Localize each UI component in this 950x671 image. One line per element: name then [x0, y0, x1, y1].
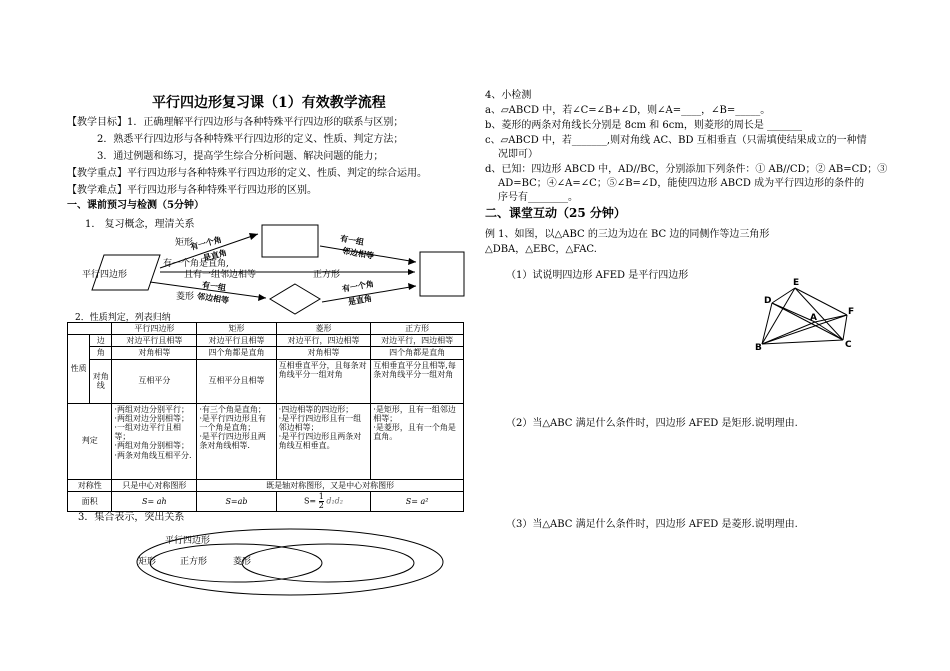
point-c-label: C — [845, 340, 852, 350]
label-is-right-b: 是直角 — [347, 292, 373, 308]
header-parallelogram: 平行四边形 — [112, 323, 197, 335]
label-square: 正方形 — [313, 270, 341, 280]
point-b-label: B — [755, 343, 762, 353]
teaching-focus: 【教学重点】平行四边形与各种特殊平行四边形的定义、性质、判定的综合运用。 — [67, 168, 427, 179]
table-cell: 互相平分且相等 — [197, 359, 276, 403]
judge-line: ·是平行四边形且有一个角是直角； — [199, 413, 266, 432]
label-parallelogram: 平行四边形 — [82, 270, 128, 280]
judge-line: ·是菱形，且有一个角是直角。 — [373, 422, 456, 442]
example-1-line1: 例 1、如图，以△ABC 的三边为边在 BC 边的同侧作等边三角形 — [485, 229, 770, 240]
label-adjacent-equal: 邻边相等 — [341, 245, 375, 261]
question-1: （1）试说明四边形 AFED 是平行四边形 — [506, 270, 689, 281]
area-label: 面积 — [68, 491, 112, 511]
fraction-numerator: 1 — [318, 491, 324, 501]
set-label-rhombus: 菱形 — [233, 557, 252, 567]
header-square: 正方形 — [371, 323, 464, 335]
teaching-goal-2: 2．熟悉平行四边形与各种特殊平行四边形的定义、性质、判定方法； — [97, 134, 404, 145]
subsection-3: 3．集合表示，突出关系 — [78, 512, 185, 523]
judge-line: ·是矩形，且有一组邻边相等； — [373, 404, 456, 423]
teaching-difficulty: 【教学难点】平行四边形与各种特殊平行四边形的区别。 — [67, 185, 317, 196]
question-d-line3: 序号有________。 — [498, 192, 578, 203]
judge-line: ·四边相等的四边形； — [278, 404, 354, 414]
angle-label: 角 — [90, 347, 112, 359]
point-a-label: A — [810, 313, 817, 323]
area-s: S= — [303, 496, 317, 506]
teaching-goal-3: 3．通过例题和练习，提高学生综合分析问题、解决问题的能力； — [97, 151, 384, 162]
set-label-square: 正方形 — [180, 557, 208, 567]
area-formula-parallelogram: S= ah — [112, 491, 197, 511]
set-label-parallelogram: 平行四边形 — [165, 536, 211, 546]
area-formula-square: S= a² — [371, 491, 464, 511]
label-one-pair: 有一组 — [339, 232, 365, 248]
question-d-line2: AD=BC；④∠A=∠C；⑤∠B=∠D，能使四边形 ABCD 成为平行四边形的条件的 — [498, 178, 865, 189]
subsection-1: 1． 复习概念，理清关系 — [85, 219, 195, 230]
question-d-line1: d、已知：四边形 ABCD 中，AD//BC，分别添加下列条件：① AB//CD；② AB=CD；③ — [485, 164, 888, 175]
table-cell: 四个角都是直角 — [197, 347, 276, 359]
table-cell: 四个角都是直角 — [371, 347, 464, 359]
area-formula-rectangle: S=ab — [197, 491, 276, 511]
judge-line: ·两条对角线互相平分. — [114, 450, 192, 460]
table-cell: 对角相等 — [112, 347, 197, 359]
table-cell: 既是轴对称图形，又是中心对称图形 — [197, 479, 464, 491]
table-cell: 互相垂直平分，且每条对角线平分一组对角 — [276, 359, 371, 403]
label-adjacent-equal-b: 邻边相等 — [196, 290, 230, 306]
area-diagonals: d₁d₂ — [326, 496, 343, 506]
question-2: （2）当△ABC 满足什么条件时，四边形 AFED 是矩形.说明理由. — [506, 418, 798, 429]
section-2-heading: 二、课堂互动（25 分钟） — [485, 206, 626, 220]
label-rhombus: 菱形 — [176, 292, 195, 302]
question-c-line1: c、▱ABCD 中，若_______,则对角线 AC、BD 互相垂直（只需填使结果成立的一种情 — [485, 135, 867, 146]
table-cell: 对角相等 — [276, 347, 371, 359]
subsection-2: 2．性质判定，列表归纳 — [75, 313, 171, 323]
table-cell: 只是中心对称图形 — [112, 479, 197, 491]
question-3: （3）当△ABC 满足什么条件时，四边形 AFED 是菱形.说明理由. — [506, 519, 798, 530]
label-one-right-angle: 有一个角 — [189, 234, 223, 252]
judge-line: ·是平行四边形且两条对角线相等. — [199, 432, 266, 451]
set-label-rectangle: 矩形 — [138, 557, 157, 567]
judge-line: ·两组对边分别相等； — [114, 413, 189, 423]
judge-line: ·一组对边平行且相等； — [114, 422, 181, 442]
table-cell: 对边平行且相等 — [197, 335, 276, 347]
table-cell: 互相平分 — [112, 359, 197, 403]
page-title: 平行四边形复习课（1）有效教学流程 — [152, 95, 386, 111]
symmetry-label: 对称性 — [68, 479, 112, 491]
label-one-pair-b: 有一组 — [201, 279, 227, 293]
point-f-label: F — [848, 307, 855, 317]
point-d-label: D — [764, 296, 772, 306]
diagonal-label: 对角线 — [90, 359, 112, 403]
judge-line: ·两组对边分别平行； — [114, 404, 189, 414]
table-cell: 对边平行，四边相等 — [371, 335, 464, 347]
label-rectangle: 矩形 — [175, 238, 194, 248]
judge-line: ·是平行四边形且有一组邻边相等； — [278, 413, 362, 432]
table-cell: 对边平行，四边相等 — [276, 335, 371, 347]
property-label: 性质 — [68, 335, 90, 403]
table-cell: 互相垂直平分且相等,每条对角线平分一组对角 — [371, 359, 464, 403]
header-rectangle: 矩形 — [197, 323, 276, 335]
label-one-angle-b: 有一个角 — [341, 278, 375, 294]
point-e-label: E — [793, 278, 800, 288]
question-a: a、▱ABCD 中，若∠C=∠B+∠D，则∠A=____，∠B=_____。 — [485, 105, 771, 116]
judge-line: ·两组对角分别相等； — [114, 441, 189, 451]
example-1-line2: △DBA，△EBC，△FAC. — [485, 244, 597, 255]
question-c-line2: 况即可） — [498, 149, 538, 160]
question-b: b、菱形的两条对角线长分别是 8cm 和 6cm，则菱形的周长是 _______ — [485, 120, 803, 131]
teaching-goal-1: 【教学目标】1．正确理解平行四边形与各种特殊平行四边形的联系与区别； — [67, 117, 404, 128]
fraction-denominator: 2 — [318, 500, 324, 510]
side-label: 边 — [90, 335, 112, 347]
judge-label: 判定 — [68, 403, 112, 479]
label-is-right: 是直角 — [201, 247, 228, 263]
label-one-right-angle-top: 有一个角是直角, — [163, 259, 229, 269]
section-1-heading: 一、课前预习与检测（5分钟） — [67, 200, 204, 211]
table-cell: 对边平行且相等 — [112, 335, 197, 347]
label-adjacent-equal-cond: 且有一组邻边相等 — [184, 270, 257, 280]
header-rhombus: 菱形 — [276, 323, 371, 335]
judge-line: ·有三个角是直角； — [199, 404, 266, 414]
judge-line: ·是平行四边形且两条对角线互相垂直。 — [278, 432, 362, 451]
quick-check-title: 4、小检测 — [485, 90, 532, 101]
